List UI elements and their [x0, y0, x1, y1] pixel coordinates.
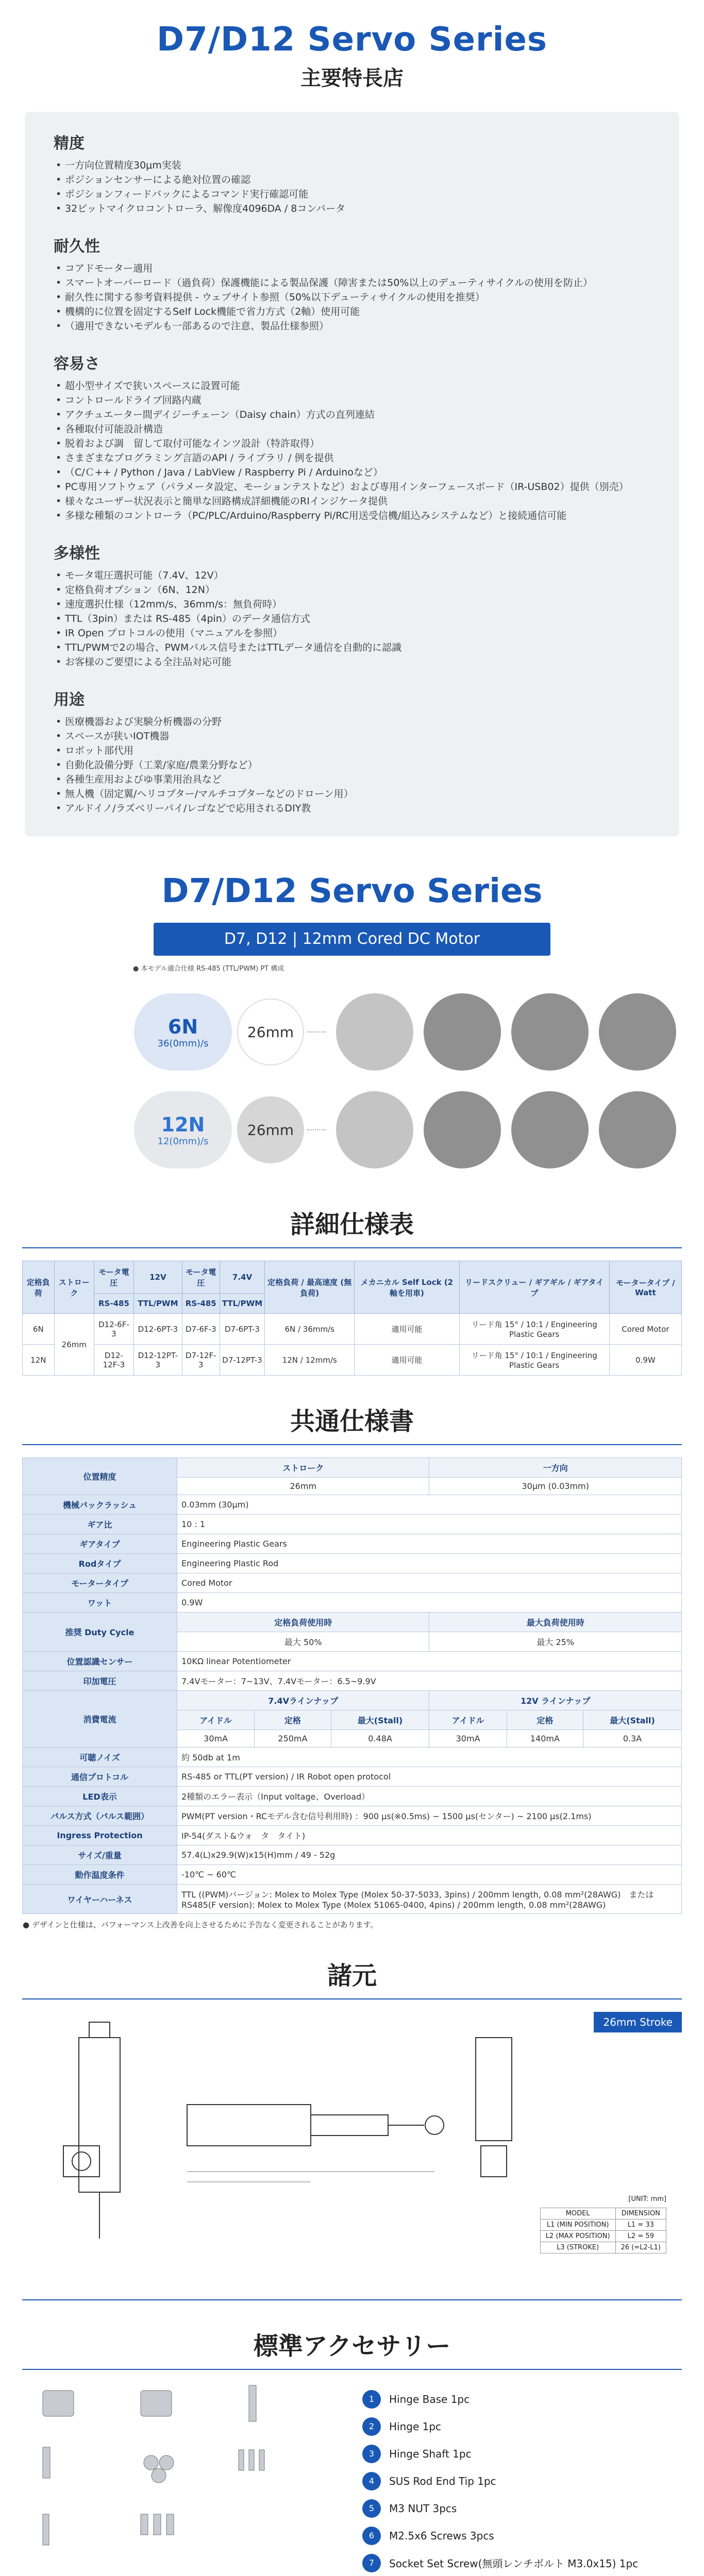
number-badge: 7	[362, 2554, 381, 2572]
accessory-item	[362, 2522, 682, 2549]
table-row	[23, 1554, 682, 1573]
accessory-label: Hinge Shaft 1pc	[389, 2447, 472, 2460]
list-item: • 32ビットマイクロコントローラ、解像度4096DA / 8コンバータ	[54, 201, 650, 216]
spec-value: Engineering Plastic Rod	[177, 1554, 682, 1573]
th-load: 定格負荷	[23, 1261, 55, 1314]
dimension-drawing	[22, 2012, 682, 2300]
dimension-table: MODEL DIMENSION L1 (MIN POSITION) L1 = 33 L2 (MAX POSITION) L2 = 59 L3 (STROKE) 26 (=L2-L1)	[540, 2208, 666, 2253]
spec-value: 10 : 1	[177, 1515, 682, 1534]
table-row	[23, 1593, 682, 1613]
th-rs485: RS-485	[94, 1294, 133, 1314]
table-row	[23, 1865, 682, 1885]
speed-value: 12(0mm)/s	[157, 1136, 209, 1147]
table-row	[23, 1573, 682, 1593]
accessory-item	[362, 2495, 682, 2522]
feature-list	[54, 261, 650, 333]
table-row	[23, 1534, 682, 1554]
table-row	[23, 1806, 682, 1826]
list-item: • TTL/PWMで2の場合、PWMパルス信号またはTTLデータ通信を自動的に認識	[54, 640, 650, 655]
spec-value: -10℃ ~ 60℃	[177, 1865, 682, 1885]
table-row	[23, 1495, 682, 1515]
th-ttl: TTL/PWM	[220, 1294, 264, 1314]
spec-label: ギアタイプ	[23, 1534, 177, 1554]
spec-value: 10KΩ linear Potentiometer	[177, 1652, 682, 1671]
drawing-svg	[32, 2017, 548, 2295]
lineup	[134, 983, 704, 1179]
stroke-tag: 26mm Stroke	[594, 2012, 682, 2032]
spec-label: ギア比	[23, 1515, 177, 1534]
th-rs485: RS-485	[182, 1294, 220, 1314]
spec-value: 0.9W	[177, 1593, 682, 1613]
force-chip	[134, 1091, 232, 1168]
force-value: 12N	[161, 1113, 205, 1136]
spec-label: 位置精度	[23, 1458, 177, 1495]
unit-label: [UNIT: mm]	[628, 2195, 666, 2203]
spec-value: 約 50db at 1m	[177, 1748, 682, 1767]
list-item: • アクチュエーター間デイジーチェーン（Daisy chain）方式の直列連結	[54, 408, 650, 422]
drawing-title: 諸元	[327, 1961, 377, 1990]
list-item: • コントロールドライブ回路内蔵	[54, 393, 650, 408]
accessory-label: Hinge 1pc	[389, 2420, 442, 2433]
feature-heading: 容易さ	[54, 355, 100, 373]
accessory-item	[362, 2385, 682, 2413]
option-circle	[599, 993, 676, 1071]
spec-value: 2種類のエラー表示（Input voltage、Overload）	[177, 1787, 682, 1806]
th-stroke: ストローク	[54, 1261, 94, 1314]
th-ttl: TTL/PWM	[133, 1294, 182, 1314]
th-motor-voltage: モータ電圧	[182, 1261, 220, 1294]
spec-value: 7.4Vモーター：7~13V、7.4Vモーター：6.5~9.9V	[177, 1671, 682, 1691]
spec-value: TTL ((PWM)バージョン: Molex to Molex Type (Molex 50-37-5033, 3pins) / 200mm length, 0.08 mm²(28AWG) または RS485(F version): Molex to Molex Type (Molex 51065-0400, 4pins) / 200mm length, 0.08 mm²(28AWG)	[177, 1885, 682, 1914]
number-badge: 3	[362, 2445, 381, 2463]
lineup-row-6n	[134, 983, 704, 1081]
list-item: • 耐久性に関する参考資料提供 - ウェブサイト参照（50%以下デューティサイクルの使用を推奨）	[54, 290, 650, 304]
spec-value: 0.03mm (30μm)	[177, 1495, 682, 1515]
spec-label: ワット	[23, 1593, 177, 1613]
accessory-item	[362, 2549, 682, 2576]
table-row	[23, 1671, 682, 1691]
spec-label: 消費電流	[23, 1691, 177, 1748]
th-gear: リードスクリュー / ギアギル / ギアタイプ	[459, 1261, 609, 1314]
list-item: • モータ電圧選択可能（7.4V、12V）	[54, 568, 650, 583]
list-item: • ポジションセンサーによる絶対位置の確認	[54, 173, 650, 187]
accessory-label: Socket Set Screw(無頭レンチボルト M3.0x15) 1pc	[389, 2557, 639, 2570]
list-item: • 様々なユーザー状況表示と簡単な回路構成詳細機能のRIインジケータ提供	[54, 494, 650, 509]
hero-subtitle: 主要特長店	[300, 66, 404, 90]
spec-label: Ingress Protection	[23, 1826, 177, 1845]
spec-label: ワイヤーハーネス	[23, 1885, 177, 1914]
series-note: ● 本モデル適合仕様 RS-485 (TTL/PWM) PT 構成	[133, 965, 284, 973]
table-row	[23, 1845, 682, 1865]
option-circle	[424, 993, 501, 1071]
accessory-images	[22, 2380, 362, 2576]
th-12v: 12V	[133, 1261, 182, 1294]
accessory-item	[362, 2440, 682, 2467]
stroke-pill: 26mm	[237, 1096, 304, 1163]
list-item: • 無人機（固定翼/ヘリコプター/マルチコプターなどのドローン用）	[54, 787, 650, 801]
feature-list	[54, 568, 650, 669]
feature-heading: 耐久性	[54, 238, 100, 256]
accessories-title: 標準アクセサリー	[253, 2332, 451, 2361]
feature-heading: 用途	[54, 691, 85, 709]
table-row: 6N 26mm D12-6F-3 D12-6PT-3 D7-6F-3 D7-6PT-3 6N / 36mm/s 適用可能 リード角 15° / 10:1 / Engineering Plastic Gears Cored Motor	[23, 1314, 682, 1345]
spec-label: Rodタイプ	[23, 1554, 177, 1573]
accessory-label: Hinge Base 1pc	[389, 2393, 470, 2405]
list-item: • お客様のご要望による全注品対応可能	[54, 655, 650, 669]
hero-title: D7/D12 Servo Series	[156, 21, 548, 59]
spec-label: LED表示	[23, 1787, 177, 1806]
spec-label: サイズ/重量	[23, 1845, 177, 1865]
spec-label: モータータイプ	[23, 1573, 177, 1593]
number-badge: 5	[362, 2499, 381, 2518]
option-circle	[424, 1091, 501, 1168]
accessory-item	[362, 2467, 682, 2495]
list-item: • 医療機器および実験分析機器の分野	[54, 715, 650, 729]
table-row	[23, 1515, 682, 1534]
spec-value: RS-485 or TTL(PT version) / IR Robot open protocol	[177, 1767, 682, 1787]
list-item: • アルドイノ/ラズベリーパイ/レゴなどで応用されるDIY教	[54, 801, 650, 816]
table-row	[23, 1885, 682, 1914]
list-item: • IR Open プロトコルの使用（マニュアルを参照）	[54, 626, 650, 640]
table-row: 12N D12-12F-3 D12-12PT-3 D7-12F-3 D7-12PT-3 12N / 12mm/s 適用可能 リード角 15° / 10:1 / Engineering Plastic Gears 0.9W	[23, 1345, 682, 1376]
list-item: • TTL（3pin）または RS-485（4pin）のデータ通信方式	[54, 612, 650, 626]
list-item: • 各種取付可能設計構造	[54, 422, 650, 436]
list-item: • （適用できないモデルも一部あるので注意、製品仕様参照）	[54, 319, 650, 333]
accessories-section	[22, 2380, 682, 2576]
series-banner: D7, D12 | 12mm Cored DC Motor	[154, 923, 550, 956]
common-note: ● デザインと仕様は、パフォーマンス上改善を向上させるために予告なく変更されることがあります。	[23, 1920, 378, 1929]
list-item: • ポジションフィードバックによるコマンド実行確認可能	[54, 187, 650, 201]
option-circle	[336, 1091, 413, 1168]
table-row	[23, 1748, 682, 1767]
common-title: 共通仕様書	[290, 1407, 414, 1436]
list-item: • 速度選択仕様（12mm/s、36mm/s：無負荷時）	[54, 597, 650, 612]
stroke-pill: 26mm	[237, 998, 304, 1065]
spec-label: 動作温度条件	[23, 1865, 177, 1885]
list-item: • スマートオーバーロード（過負荷）保護機能による製品保護（障害または50%以上のデューティサイクルの使用を防止）	[54, 276, 650, 290]
option-circle	[336, 993, 413, 1071]
series-title: D7/D12 Servo Series	[161, 872, 543, 910]
accessory-label: M3 NUT 3pcs	[389, 2502, 457, 2515]
feature-list	[54, 715, 650, 816]
feature-list	[54, 379, 650, 523]
spec-label: 可聴ノイズ	[23, 1748, 177, 1767]
table-row	[23, 1767, 682, 1787]
list-item: • 各種生産用およびゆ事業用治具など	[54, 772, 650, 787]
spec-value: 57.4(L)x29.9(W)x15(H)mm / 49 - 52g	[177, 1845, 682, 1865]
common-spec-table: 位置精度 ストローク 一方向 26mm 30μm (0.03mm) 機械バックラッシュ 0.03mm (30μm) ギア比 10 : 1 ギアタイプ Engineering Plastic Gears Rodタイプ Engineering Plastic Rod モータータイプ Cored Motor ワット 0.9W 推奨 Duty Cycle 定格負荷使用時 最大負荷使用時 最大 50% 最大 25% 位置認識センサー 10KΩ linear Potentiometer 印加電圧 7.4Vモーター：7~13V、7.4Vモーター：6.5~9.9V 消費電流 7.4Vラインナップ 12V ラインナップ アイドル 定格 最大(Stall) アイドル 定格 最大(Stall) 30mA 250mA 0.48A 30mA 140mA 0.3A 可聴ノイズ 約 50db at 1m 通信プロトコル RS-485 or TTL(PT version) / IR Robot open protocol LED表示 2種類のエラー表示（Input voltage、Overload） パルス方式（パルス範囲） PWM(PT version・RCモデル含む信号利用時) ：900 μs(※0.5ms) ~ 1500 μs(センター) ~ 2100 μs(2.1ms) Ingress Protection IP-54(ダスト&ウォ タ タイト) サイズ/重量 57.4(L)x29.9(W)x15(H)mm / 49 - 52g 動作温度条件 -10℃ ~ 60℃ ワイヤーハーネス TTL ((PWM)バージョン: Molex to Molex Type (Molex 50-37-5033, 3pins) / 200mm length, 0.08 mm²(28AWG) または RS485(F version): Molex to Molex Type (Molex 51065-0400, 4pins) / 200mm length, 0.08 mm²(28AWG)	[22, 1458, 682, 1914]
table-row	[23, 1652, 682, 1671]
accessory-label: SUS Rod End Tip 1pc	[389, 2475, 496, 2487]
number-badge: 6	[362, 2527, 381, 2545]
list-item: • PC専用ソフトウェア（パラメータ設定、モーションテストなど）および専用インターフェースボード（IR-USB02）提供（別売）	[54, 480, 650, 494]
spec-label: 通信プロトコル	[23, 1767, 177, 1787]
detail-spec-table	[22, 1261, 682, 1376]
spec-label: 位置認識センサー	[23, 1652, 177, 1671]
number-badge: 1	[362, 2390, 381, 2409]
number-badge: 2	[362, 2417, 381, 2436]
list-item: • 超小型サイズで狭いスペースに設置可能	[54, 379, 650, 393]
spec-value: IP-54(ダスト&ウォ タ タイト)	[177, 1826, 682, 1845]
list-item: • ロボット部代用	[54, 743, 650, 758]
spec-value: PWM(PT version・RCモデル含む信号利用時) ：900 μs(※0.5ms) ~ 1500 μs(センター) ~ 2100 μs(2.1ms)	[177, 1806, 682, 1826]
table-row	[23, 1826, 682, 1845]
detail-title: 詳細仕様表	[290, 1210, 414, 1239]
list-item: • 脱着および調 留して取付可能なインツ設計（特許取得）	[54, 436, 650, 451]
th-motor-voltage: モータ電圧	[94, 1261, 133, 1294]
table-row	[23, 1787, 682, 1806]
spec-label: パルス方式（パルス範囲）	[23, 1806, 177, 1826]
list-item: • さまざまなプログラミング言語のAPI / ライブラリ / 例を提供	[54, 451, 650, 465]
spec-label: 機械バックラッシュ	[23, 1495, 177, 1515]
feature-heading: 精度	[54, 134, 85, 152]
spec-label: 推奨 Duty Cycle	[23, 1613, 177, 1652]
force-chip	[134, 993, 232, 1071]
accessory-label: M2.5x6 Screws 3pcs	[389, 2529, 494, 2542]
list-item: • 自動化設備分野（工業/家庭/農業分野など）	[54, 758, 650, 772]
list-item: • （C/Ｃ++ / Python / Java / LabView / Raspberry Pi / Arduinoなど）	[54, 465, 650, 480]
spec-label: 印加電圧	[23, 1671, 177, 1691]
th-7v: 7.4V	[220, 1261, 264, 1294]
speed-value: 36(0mm)/s	[157, 1038, 209, 1049]
number-badge: 4	[362, 2472, 381, 2490]
option-circle	[511, 1091, 589, 1168]
list-item: • 一方向位置精度30μm実装	[54, 158, 650, 173]
force-value: 6N	[167, 1015, 198, 1038]
spec-value: Engineering Plastic Gears	[177, 1534, 682, 1554]
th-motor: モータータイプ / Watt	[609, 1261, 681, 1314]
option-circle	[511, 993, 589, 1071]
feature-list	[54, 158, 650, 216]
lineup-row-12n	[134, 1081, 704, 1179]
accessory-list	[362, 2380, 682, 2576]
th-lock: メカニカル Self Lock (2軸を用車)	[355, 1261, 459, 1314]
list-item: • 定格負荷オプション（6N、12N）	[54, 583, 650, 597]
list-item: • 機構的に位置を固定するSelf Lock機能で省力方式（2軸）使用可能	[54, 304, 650, 319]
list-item: • コアドモーター適用	[54, 261, 650, 276]
feature-heading: 多様性	[54, 545, 100, 563]
spec-value: Cored Motor	[177, 1573, 682, 1593]
list-item: • 多様な種類のコントローラ（PC/PLC/Arduino/Raspberry Pi/RC用送受信機/組込みシステムなど）と接続通信可能	[54, 509, 650, 523]
th-speed: 定格負荷 / 最高速度 (無負荷)	[265, 1261, 355, 1314]
option-circle	[599, 1091, 676, 1168]
features-panel	[25, 112, 679, 836]
list-item: • スペースが狭いIOT機器	[54, 729, 650, 743]
accessory-item	[362, 2413, 682, 2440]
